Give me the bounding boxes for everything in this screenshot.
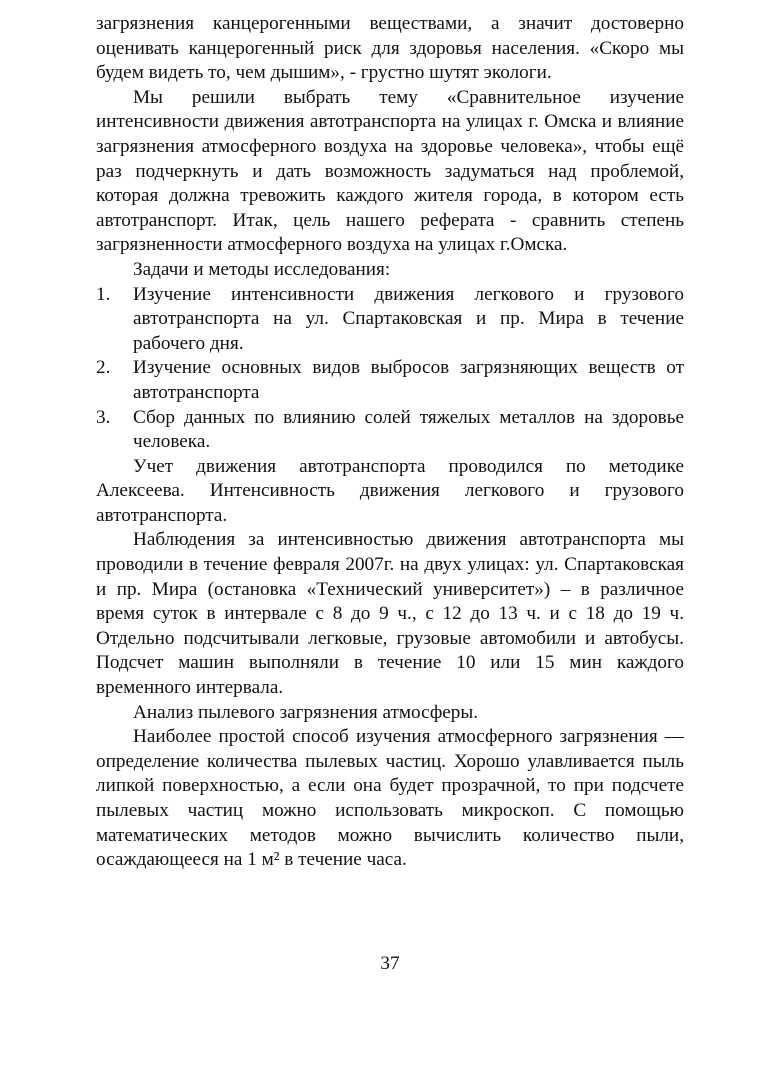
list-item-number: 3. (96, 406, 111, 428)
tasks-list (96, 283, 684, 455)
paragraph-dust-method: Наиболее простой способ изучения атмосферного загрязнения — определение количества пылевых частиц. Хорошо улавливается пыль липкой поверхностью, а если она будет прозрачной, то при подсчете пылевых частиц можно использовать микроскоп. С помощью математических методов можно вычислить количество пыли, осаждающееся на 1 м² в течение часа. (96, 726, 684, 871)
paragraph-dust-heading: Анализ пылевого загрязнения атмосферы. (133, 701, 479, 723)
list-item-text: Изучение основных видов выбросов загрязняющих веществ от автотранспорта (133, 357, 684, 403)
list-item-text: Сбор данных по влиянию солей тяжелых металлов на здоровье человека. (133, 406, 684, 453)
list-item (96, 406, 684, 455)
paragraph-topic: Мы решили выбрать тему «Сравнительное изучение интенсивности движения автотранспорта на улицах г. Омска и влияние загрязнения атмосферного воздуха на здоровье человека», чтобы ещё раз подчеркнуть и дать возможность задуматься над проблемой, которая должна тревожить каждого жителя города, в котором есть автотранспорт. Итак, цель нашего реферата - сравнить степень загрязненности атмосферного воздуха на улицах г.Омска. (96, 86, 684, 256)
paragraph-tasks-heading: Задачи и методы исследования: (133, 258, 391, 280)
list-item-text: Изучение интенсивности движения легкового и грузового автотранспорта на ул. Спартаковская и пр. Мира в течение рабочего дня. (133, 283, 684, 354)
paragraph-continuation: загрязнения канцерогенными веществами, а значит достоверно оценивать канцерогенный риск для здоровья населения. «Скоро мы будем видеть то, чем дышим», - грустно шутят экологи. (96, 13, 684, 84)
list-item-number: 1. (96, 283, 111, 305)
page-body (96, 12, 684, 873)
list-item-number: 2. (96, 357, 111, 379)
paragraph-method: Учет движения автотранспорта проводился по методике Алексеева. Интенсивность движения легкового и грузового автотранспорта. (96, 455, 684, 526)
list-item (96, 356, 684, 405)
page-number: 37 (380, 953, 400, 974)
list-item (96, 283, 684, 357)
paragraph-observations: Наблюдения за интенсивностью движения автотранспорта мы проводили в течение февраля 2007г. на двух улицах: ул. Спартаковская и пр. Мира (остановка «Технический университет») – в различное время суток в интервале с 8 до 9 ч., с 12 до 13 ч. и с 18 до 19 ч. Отдельно подсчитывали легковые, грузовые автомобили и автобусы. Подсчет машин выполняли в течение 10 или 15 мин каждого временного интервала. (96, 529, 684, 699)
